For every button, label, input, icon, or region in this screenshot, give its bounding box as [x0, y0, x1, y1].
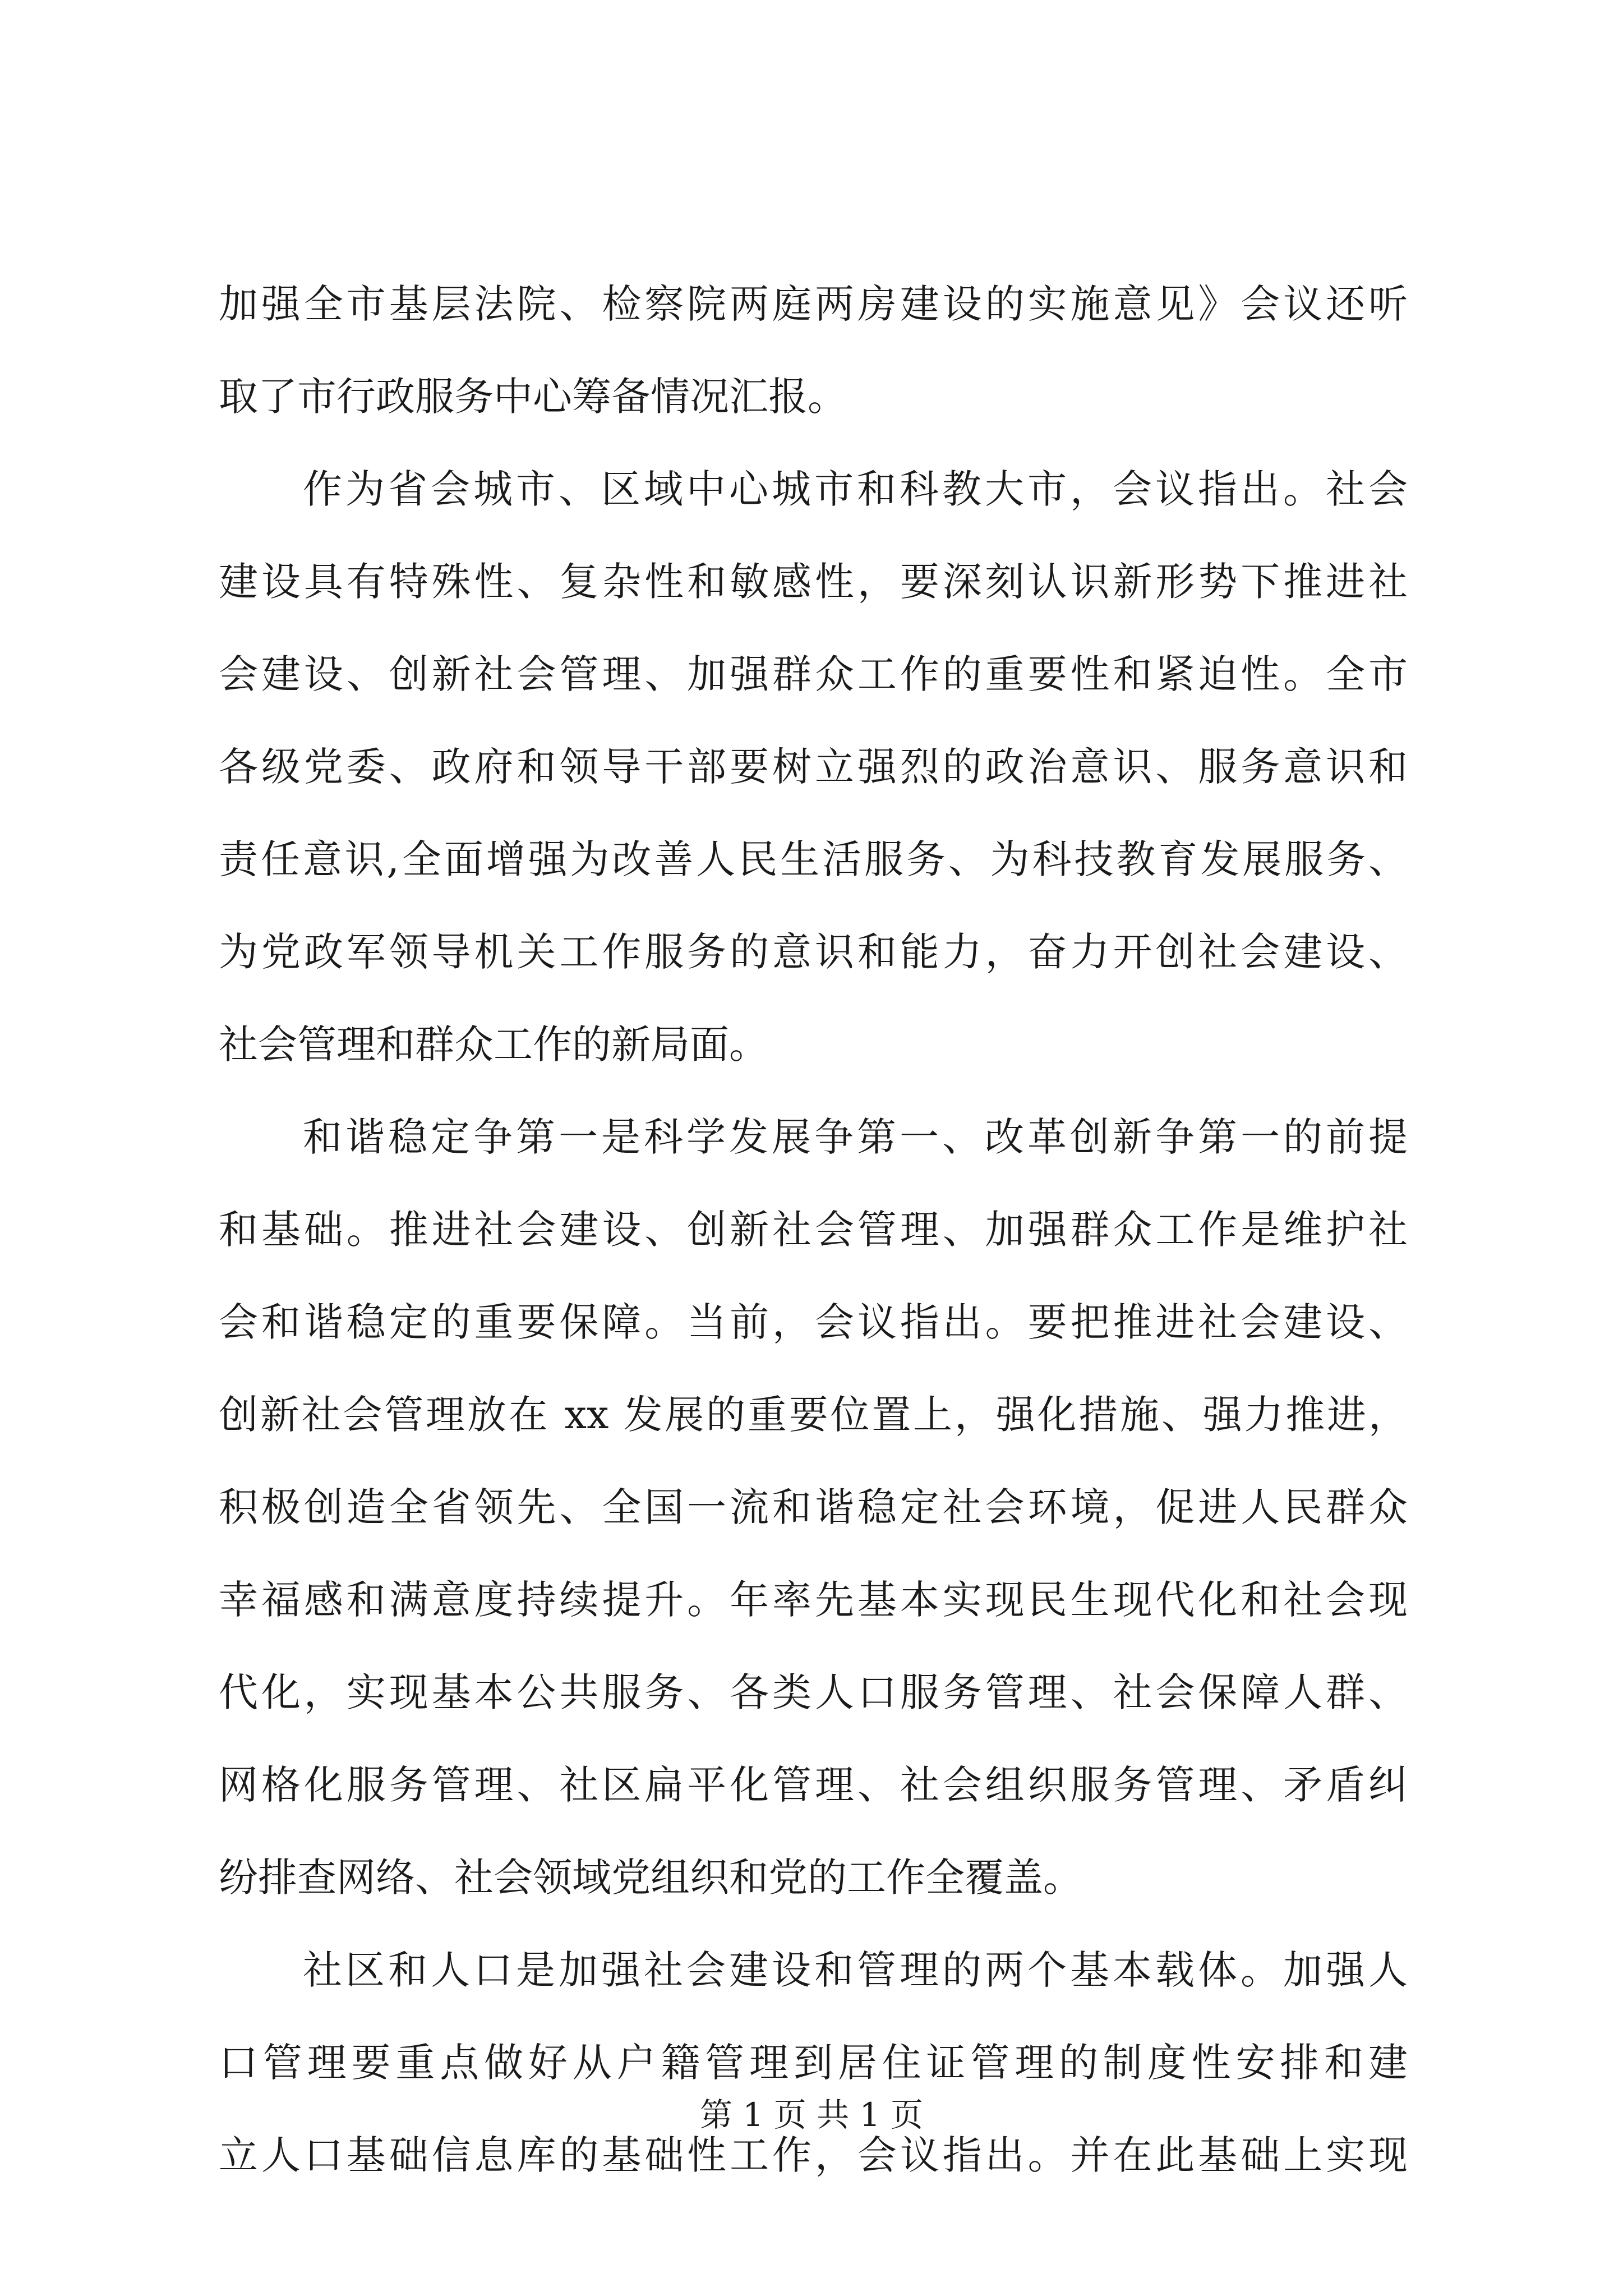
- text-line: 责任意识,全面增强为改善人民生活服务、为科技教育发展服务、: [219, 836, 1408, 882]
- paragraph: [219, 1091, 1408, 1924]
- text-line: 幸福感和满意度持续提升。年率先基本实现民生现代化和社会现: [219, 1577, 1408, 1623]
- text-line: 社会管理和群众工作的新局面。: [219, 1022, 768, 1068]
- text-line: 会建设、创新社会管理、加强群众工作的重要性和紧迫性。全市: [219, 651, 1408, 697]
- text-line: 各级党委、政府和领导干部要树立强烈的政治意识、服务意识和: [219, 744, 1408, 790]
- paragraph: [219, 1924, 1408, 2202]
- document-body: [219, 258, 1408, 2202]
- text-line: 社区和人口是加强社会建设和管理的两个基本载体。加强人: [303, 1947, 1408, 1993]
- text-line: 和谐稳定争第一是科学发展争第一、改革创新争第一的前提: [303, 1114, 1408, 1160]
- text-line: 网格化服务管理、社区扁平化管理、社会组织服务管理、矛盾纠: [219, 1762, 1408, 1808]
- text-line: 口管理要重点做好从户籍管理到居住证管理的制度性安排和建: [219, 2040, 1408, 2086]
- text-line: 取了市行政服务中心筹备情况汇报。: [219, 374, 847, 420]
- paragraph: [219, 258, 1408, 443]
- text-line: 加强全市基层法院、检察院两庭两房建设的实施意见》会议还听: [219, 281, 1408, 327]
- page-footer: 第 1 页 共 1 页: [700, 2096, 923, 2134]
- text-line: 作为省会城市、区域中心城市和科教大市，会议指出。社会: [303, 466, 1408, 512]
- text-line: 和基础。推进社会建设、创新社会管理、加强群众工作是维护社: [219, 1207, 1408, 1253]
- text-line: 代化，实现基本公共服务、各类人口服务管理、社会保障人群、: [219, 1669, 1408, 1715]
- text-line: 积极创造全省领先、全国一流和谐稳定社会环境，促进人民群众: [219, 1484, 1408, 1530]
- paragraph: [219, 443, 1408, 1091]
- text-line: 为党政军领导机关工作服务的意识和能力，奋力开创社会建设、: [219, 929, 1408, 975]
- text-line: 会和谐稳定的重要保障。当前，会议指出。要把推进社会建设、: [219, 1299, 1408, 1345]
- text-line: 纷排查网络、社会领域党组织和党的工作全覆盖。: [219, 1855, 1082, 1901]
- text-line: 建设具有特殊性、复杂性和敏感性，要深刻认识新形势下推进社: [219, 559, 1408, 605]
- text-line: 创新社会管理放在 xx 发展的重要位置上，强化措施、强力推进，: [219, 1392, 1408, 1438]
- text-line: 立人口基础信息库的基础性工作，会议指出。并在此基础上实现: [219, 2132, 1408, 2178]
